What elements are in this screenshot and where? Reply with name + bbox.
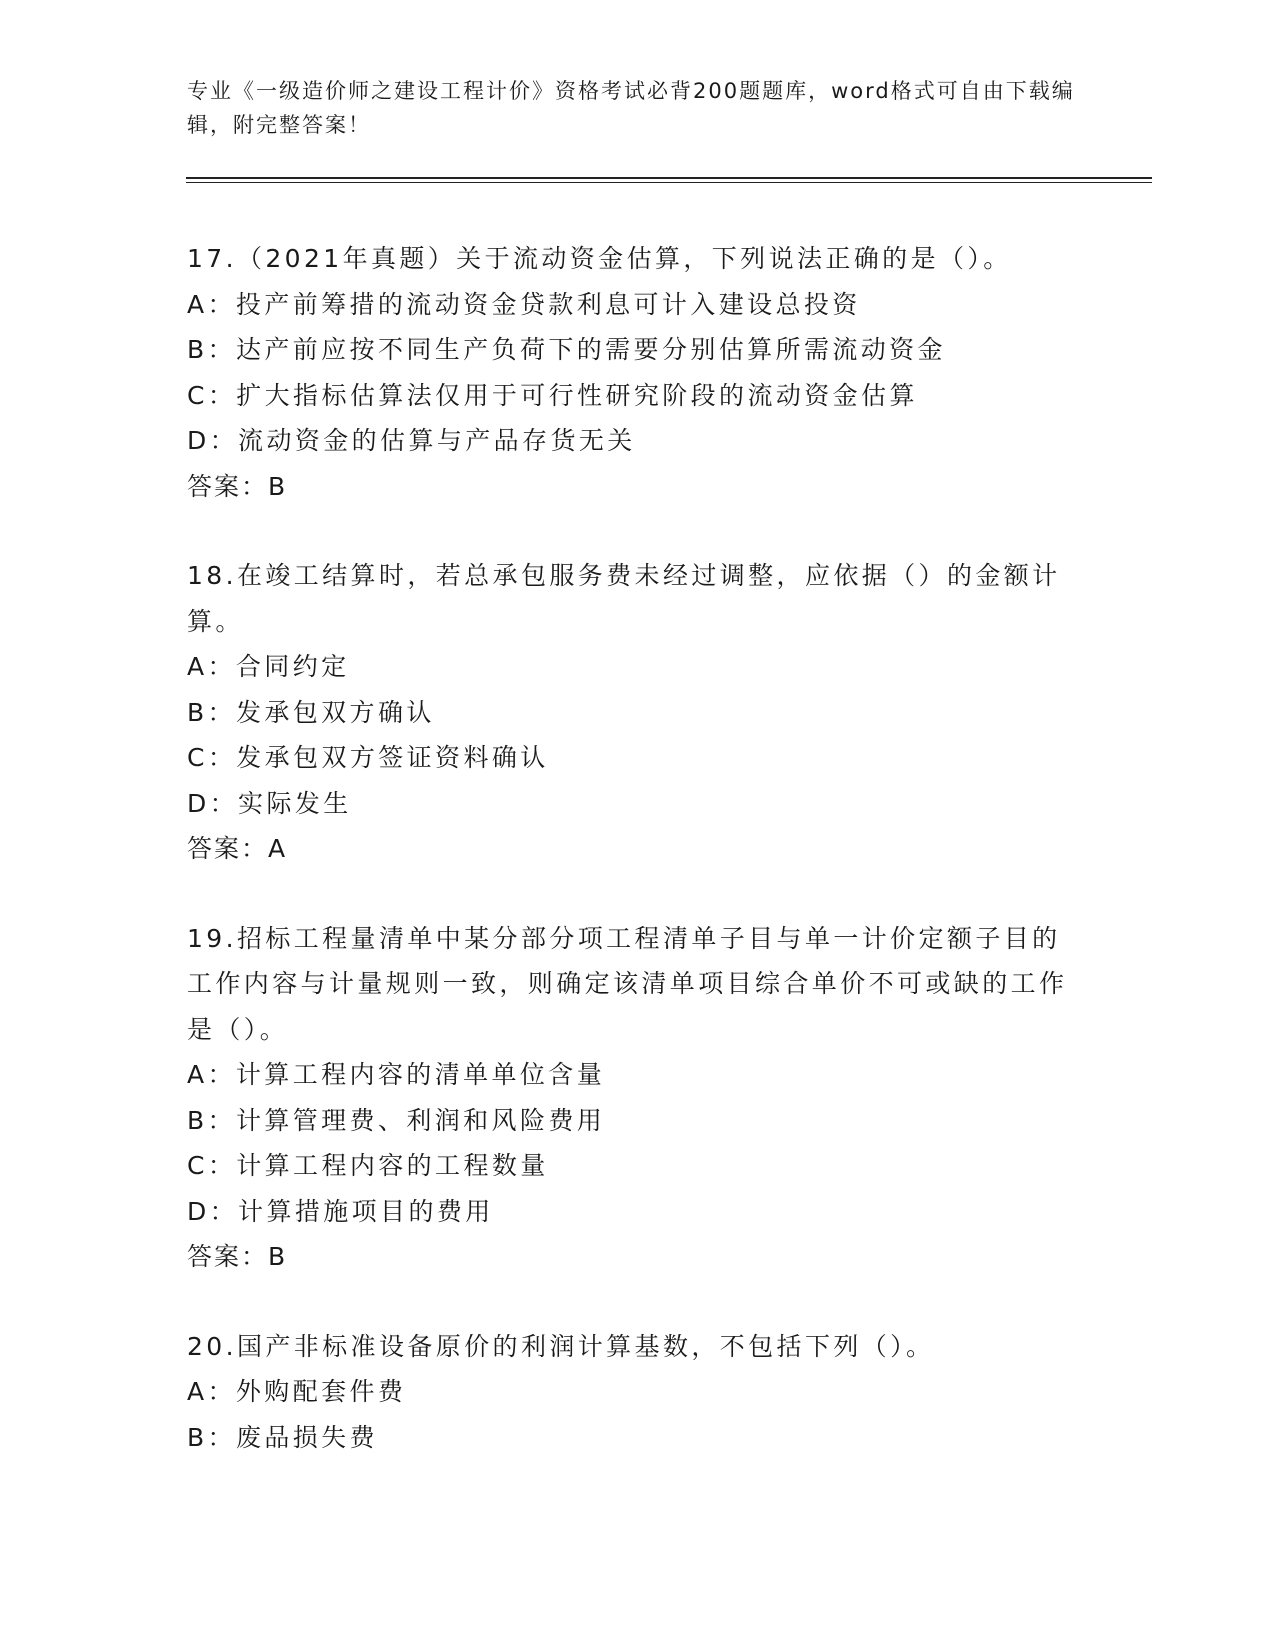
answer-line: 答案：B bbox=[187, 1242, 288, 1271]
option-b: B：发承包双方确认 bbox=[187, 697, 435, 727]
question-stem: 18.在竣工结算时，若总承包服务费未经过调整，应依据（）的金额计算。 bbox=[187, 561, 1061, 636]
header-divider-thin bbox=[186, 182, 1152, 183]
option-a: A：外购配套件费 bbox=[187, 1377, 407, 1406]
option-a: A：合同约定 bbox=[187, 652, 350, 681]
option-b: B：废品损失费 bbox=[187, 1422, 378, 1452]
answer-line: 答案：B bbox=[187, 471, 288, 501]
option-c: C：扩大指标估算法仅用于可行性研究阶段的流动资金估算 bbox=[187, 380, 918, 410]
option-b: B：计算管理费、利润和风险费用 bbox=[187, 1105, 606, 1135]
question-stem: 19.招标工程量清单中某分部分项工程清单子目与单一计价定额子目的工作内容与计量规则一致，则确定该清单项目综合单价不可或缺的工作是（）。 bbox=[187, 923, 1068, 1044]
option-c: C：计算工程内容的工程数量 bbox=[187, 1151, 549, 1180]
option-d: D：流动资金的估算与产品存货无关 bbox=[187, 426, 636, 455]
option-d: D：实际发生 bbox=[187, 788, 352, 818]
question-18 bbox=[187, 553, 1087, 872]
option-a: A：计算工程内容的清单单位含量 bbox=[187, 1060, 606, 1089]
question-17 bbox=[187, 236, 1087, 509]
document-header: 专业《一级造价师之建设工程计价》资格考试必背200题题库，word格式可自由下载编辑，附完整答案！ bbox=[187, 79, 1075, 137]
option-b: B：达产前应按不同生产负荷下的需要分别估算所需流动资金 bbox=[187, 335, 946, 364]
option-a: A：投产前筹措的流动资金贷款利息可计入建设总投资 bbox=[187, 289, 861, 319]
question-20 bbox=[187, 1324, 1087, 1461]
question-list bbox=[187, 236, 1087, 1504]
question-19 bbox=[187, 916, 1087, 1280]
question-stem: 17.（2021年真题）关于流动资金估算，下列说法正确的是（）。 bbox=[187, 244, 1012, 273]
answer-line: 答案：A bbox=[187, 834, 288, 863]
header-divider-thick bbox=[186, 177, 1152, 179]
option-c: C：发承包双方签证资料确认 bbox=[187, 743, 549, 772]
question-stem: 20.国产非标准设备原价的利润计算基数，不包括下列（）。 bbox=[187, 1331, 935, 1361]
option-d: D：计算措施项目的费用 bbox=[187, 1196, 494, 1226]
